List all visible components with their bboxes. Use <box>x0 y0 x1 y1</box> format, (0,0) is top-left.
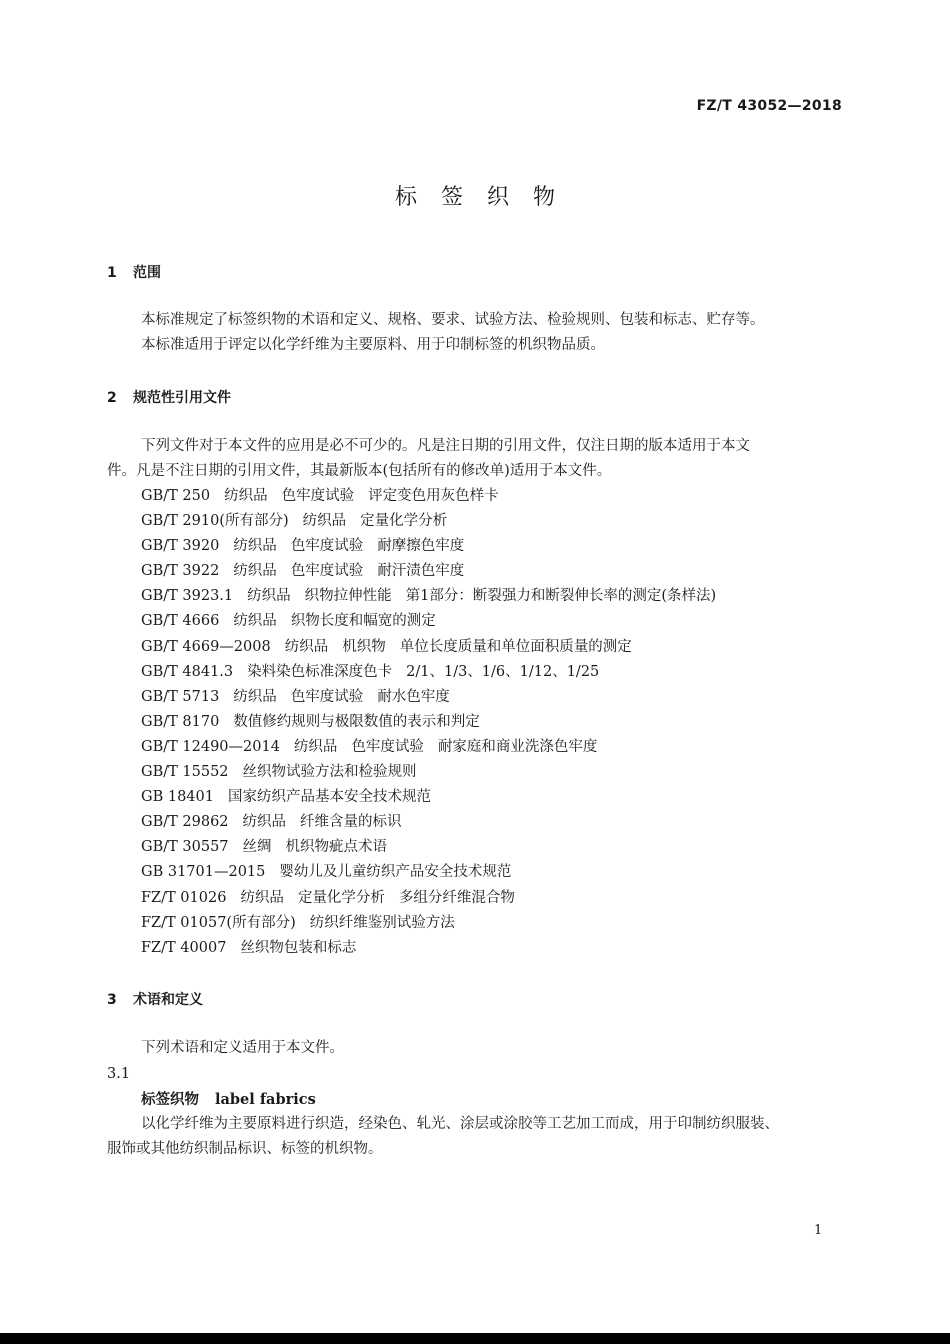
reference-item <box>141 936 730 961</box>
reference-part: 织物长度和幅宽的测定 <box>290 613 436 630</box>
reference-code: GB/T 2910(所有部分) <box>141 513 289 530</box>
reference-part: 丝绸 <box>242 839 272 856</box>
reference-part: 纺织品 <box>233 563 277 580</box>
reference-item <box>141 860 730 885</box>
bottom-border <box>0 1333 950 1344</box>
reference-part: 婴幼儿及儿童纺织产品安全技术规范 <box>279 864 512 881</box>
reference-part: 丝织物包装和标志 <box>240 939 357 956</box>
reference-item <box>141 886 730 911</box>
reference-item <box>141 635 730 660</box>
reference-code: GB/T 4841.3 <box>141 663 234 680</box>
reference-part: 色牢度试验 <box>281 488 355 504</box>
reference-item <box>141 484 730 509</box>
reference-part: 纺织品 <box>240 889 284 906</box>
reference-part: 机织物 <box>342 638 386 655</box>
reference-code: GB/T 12490—2014 <box>141 738 280 755</box>
reference-part: 耐摩擦色牢度 <box>377 538 465 555</box>
reference-code: GB/T 5713 <box>141 688 220 705</box>
reference-part: 纺织品 <box>302 513 347 530</box>
term-title <box>141 1087 316 1112</box>
reference-code: GB/T 8170 <box>141 713 220 730</box>
section-3-heading <box>107 989 203 1009</box>
reference-code: FZ/T 40007 <box>141 939 227 956</box>
reference-part: 色牢度试验 <box>290 538 364 555</box>
section-title: 规范性引用文件 <box>133 390 231 406</box>
reference-code: GB 31701—2015 <box>141 864 266 881</box>
reference-part: 数值修约规则与极限数值的表示和判定 <box>233 713 480 730</box>
reference-part: 纺织品 <box>242 814 287 831</box>
reference-part: 纺织品 <box>233 688 277 705</box>
reference-part: 色牢度试验 <box>290 688 364 705</box>
reference-part: 色牢度试验 <box>351 738 424 755</box>
section-1-heading <box>107 262 161 282</box>
paragraph: 下列术语和定义适用于本文件。 <box>141 1040 344 1056</box>
reference-item <box>141 710 730 735</box>
section-title: 术语和定义 <box>133 992 203 1008</box>
reference-part: 纺织品 <box>247 588 291 605</box>
reference-part: 评定变色用灰色样卡 <box>368 488 499 504</box>
reference-item <box>141 835 730 860</box>
reference-item <box>141 785 730 810</box>
reference-item <box>141 911 730 936</box>
reference-part: 织物拉伸性能 <box>304 588 392 605</box>
reference-item <box>141 609 730 634</box>
reference-part: 纺织品 <box>284 638 329 655</box>
paragraph: 下列文件对于本文件的应用是必不可少的。凡是注日期的引用文件，仅注日期的版本适用于本文 <box>141 438 750 454</box>
reference-item <box>141 584 730 609</box>
reference-code: GB/T 15552 <box>141 764 229 781</box>
reference-code: GB/T 250 <box>141 488 211 504</box>
reference-item <box>141 810 730 835</box>
reference-part: 耐水色牢度 <box>377 688 450 705</box>
paragraph: 本标准适用于评定以化学纤维为主要原料、用于印制标签的机织物品质。 <box>141 337 605 353</box>
reference-item <box>141 660 730 685</box>
term-name-en: label fabrics <box>215 1091 316 1108</box>
reference-item <box>141 685 730 710</box>
reference-part: 纤维含量的标识 <box>300 814 402 831</box>
reference-part: 单位长度质量和单位面积质量的测定 <box>399 638 632 655</box>
reference-code: GB/T 4669—2008 <box>141 638 271 655</box>
reference-part: 耐汗渍色牢度 <box>377 563 465 580</box>
reference-code: FZ/T 01057(所有部分) <box>141 914 296 931</box>
reference-part: 色牢度试验 <box>290 563 364 580</box>
term-definition: 以化学纤维为主要原料进行织造，经染色、轧光、涂层或涂胶等工艺加工而成，用于印制纺织服装、 <box>141 1116 779 1132</box>
reference-part: 纺织品 <box>233 538 277 555</box>
reference-part: 耐家庭和商业洗涤色牢度 <box>437 738 598 755</box>
reference-part: 纺织品 <box>293 738 338 755</box>
reference-part: 纺织品 <box>233 613 277 630</box>
paragraph: 本标准规定了标签织物的术语和定义、规格、要求、试验方法、检验规则、包装和标志、贮存等。 <box>141 312 765 328</box>
reference-part: 机织物疵点术语 <box>285 839 388 856</box>
reference-item <box>141 559 730 584</box>
reference-part: 纺织品 <box>224 488 268 504</box>
reference-code: GB/T 3922 <box>141 563 220 580</box>
reference-item <box>141 534 730 559</box>
document-code: FZ/T 43052—2018 <box>696 98 842 114</box>
section-number: 3 <box>107 992 117 1008</box>
reference-part: 丝织物试验方法和检验规则 <box>242 764 417 781</box>
reference-part: 定量化学分析 <box>297 889 385 906</box>
reference-item <box>141 735 730 760</box>
term-name-cn: 标签织物 <box>141 1091 199 1108</box>
reference-code: GB/T 3920 <box>141 538 220 555</box>
page-number: 1 <box>814 1223 823 1238</box>
reference-part: 染料染色标准深度色卡 <box>247 663 393 680</box>
reference-code: GB/T 30557 <box>141 839 229 856</box>
section-2-heading <box>107 387 231 407</box>
document-title: 标签织物 <box>394 185 579 210</box>
reference-part: 多组分纤维混合物 <box>398 889 515 906</box>
reference-code: GB/T 3923.1 <box>141 588 234 605</box>
term-definition: 服饰或其他纺织制品标识、标签的机织物。 <box>107 1141 383 1157</box>
reference-part: 国家纺织产品基本安全技术规范 <box>227 789 431 806</box>
reference-code: FZ/T 01026 <box>141 889 227 906</box>
section-number: 1 <box>107 265 117 281</box>
reference-part: 定量化学分析 <box>360 513 448 530</box>
section-number: 2 <box>107 390 117 406</box>
reference-code: GB/T 4666 <box>141 613 220 630</box>
section-title: 范围 <box>133 265 161 281</box>
reference-list <box>141 484 730 961</box>
reference-code: GB 18401 <box>141 789 214 806</box>
reference-item <box>141 760 730 785</box>
reference-part: 2/1、1/3、1/6、1/12、1/25 <box>406 663 600 680</box>
reference-code: GB/T 29862 <box>141 814 229 831</box>
reference-part: 第1部分：断裂强力和断裂伸长率的测定(条样法) <box>405 588 717 605</box>
paragraph: 件。凡是不注日期的引用文件，其最新版本(包括所有的修改单)适用于本文件。 <box>107 463 612 479</box>
reference-part: 纺织纤维鉴别试验方法 <box>309 914 455 931</box>
term-number: 3.1 <box>107 1066 131 1082</box>
reference-item <box>141 509 730 534</box>
